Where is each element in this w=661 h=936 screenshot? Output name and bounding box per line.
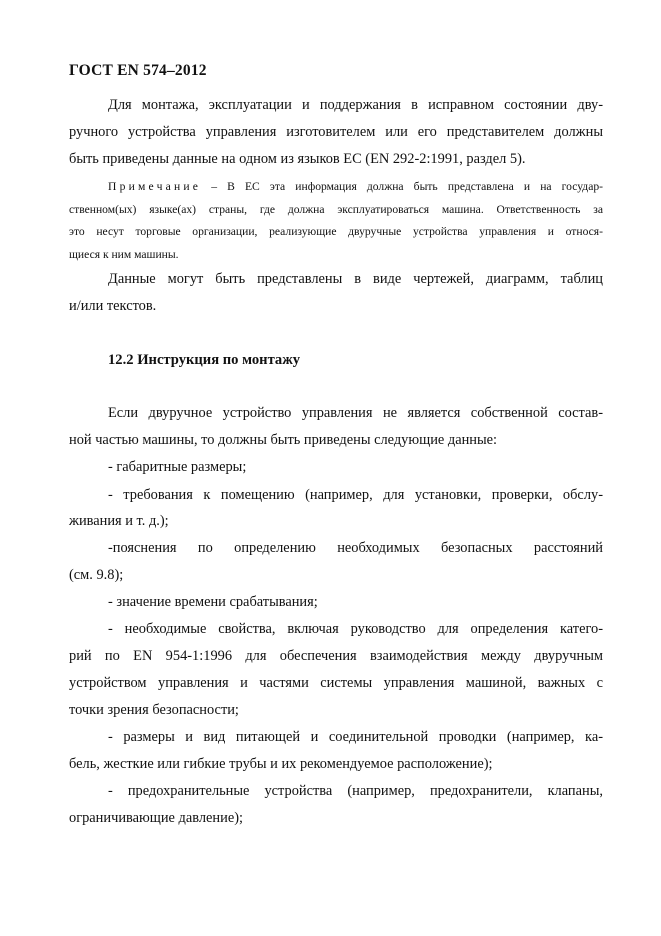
section-line: Если двуручное устройство управления не является собственной состав- bbox=[108, 405, 603, 421]
section-heading: 12.2 Инструкция по монтажу bbox=[108, 352, 301, 368]
note-line: ственном(ых) языке(ах) страны, где должна эксплуатироваться машина. Ответственность за bbox=[69, 203, 603, 216]
intro-line: быть приведены данные на одном из языков ЕС (EN 292-2:1991, раздел 5). bbox=[69, 151, 526, 167]
list-item: - предохранительные устройства (например, предохранители, клапаны, bbox=[108, 783, 603, 799]
list-item: -пояснения по определению необходимых безопасных расстояний bbox=[108, 540, 603, 556]
list-item: - габаритные размеры; bbox=[108, 459, 247, 475]
intro-line: ручного устройства управления изготовителем или его представителем должны bbox=[69, 124, 603, 140]
note-line bbox=[108, 178, 603, 196]
list-item: - требования к помещению (например, для установки, проверки, обслу- bbox=[108, 487, 603, 503]
section-line: ной частью машины, то должны быть приведены следующие данные: bbox=[69, 432, 498, 448]
document-header: ГОСТ EN 574–2012 bbox=[69, 62, 207, 79]
list-item-continuation: ограничивающие давление); bbox=[69, 810, 243, 826]
data-line: и/или текстов. bbox=[69, 298, 157, 314]
data-line: Данные могут быть представлены в виде чертежей, диаграмм, таблиц bbox=[108, 271, 603, 287]
list-item-continuation: устройством управления и частями системы управления машиной, важных с bbox=[69, 675, 603, 691]
note-line: это несут торговые организации, реализующие двуручные устройства управления и относя- bbox=[69, 225, 603, 238]
list-item-continuation: точки зрения безопасности; bbox=[69, 702, 239, 718]
list-item-continuation: (см. 9.8); bbox=[69, 567, 124, 583]
note-label: Примечание bbox=[108, 180, 202, 193]
list-item-continuation: бель, жесткие или гибкие трубы и их рекомендуемое расположение); bbox=[69, 756, 493, 772]
list-item-continuation: живания и т. д.); bbox=[69, 513, 169, 529]
list-item: - размеры и вид питающей и соединительной проводки (например, ка- bbox=[108, 729, 603, 745]
note-text: – В ЕС эта информация должна быть представлена и на государ- bbox=[201, 180, 603, 193]
note-line: щиеся к ним машины. bbox=[69, 248, 179, 261]
list-item: - необходимые свойства, включая руководство для определения катего- bbox=[108, 621, 603, 637]
list-item: - значение времени срабатывания; bbox=[108, 594, 318, 610]
intro-line: Для монтажа, эксплуатации и поддержания в исправном состоянии дву- bbox=[108, 97, 603, 113]
list-item-continuation: рий по EN 954-1:1996 для обеспечения взаимодействия между двуручным bbox=[69, 648, 603, 664]
